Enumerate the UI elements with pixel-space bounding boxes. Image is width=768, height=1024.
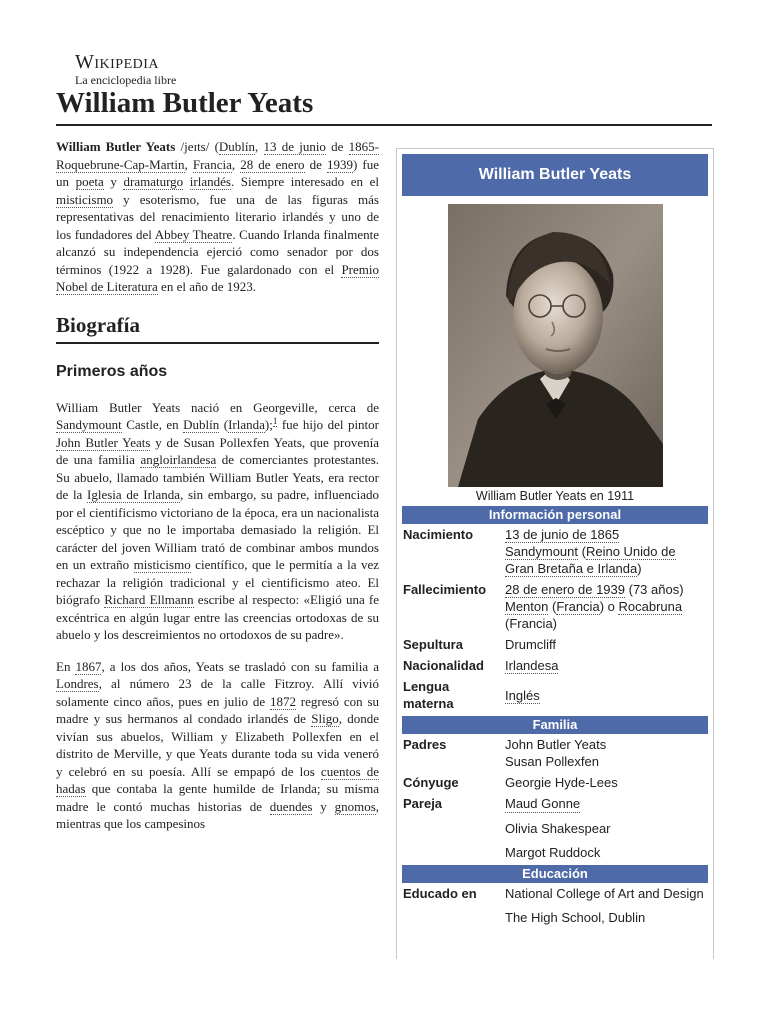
link-angloirlandesa[interactable]: angloirlandesa [140, 452, 217, 467]
bio-paragraph-2: En 1867, a los dos años, Yeats se trasladó con su familia a Londres, al número 23 de la calle Fitzroy. Allí vivió solamente cinco años, pues en julio de 1872 regresó con su madre y sus hermanos al condado irlandés de Sligo, donde vivían sus abuelos, William y Elizabeth Pollexfen en el distrito de Merville, y que Yeats durante toda su vida veneró y celebró en su poesía. Allí se empapó de los cuentos de hadas que contaba la gente humilde de Irlanda; su misma madre le contó muchas historias de duendes y gnomos, mientras que los campesinos [56, 658, 379, 831]
link-richard-ellmann[interactable]: Richard Ellmann [104, 592, 194, 607]
row-pareja [402, 793, 708, 863]
link-duendes[interactable]: duendes [269, 798, 313, 814]
row-sepultura [402, 634, 708, 655]
wikipedia-logo[interactable] [75, 52, 215, 87]
section-header-educacion: Educación [402, 865, 708, 883]
link-deathdate[interactable]: 28 de enero [240, 156, 305, 172]
link-rocabruna[interactable]: Rocabruna [618, 599, 683, 614]
link-irlandesa[interactable]: Irlandesa [505, 658, 559, 673]
link-1872[interactable]: 1872 [269, 693, 296, 709]
portrait-caption: William Butler Yeats en 1911 [475, 489, 635, 503]
section-heading-biografia: Biografía [56, 312, 140, 337]
label-educado-en: Educado en [403, 886, 477, 901]
value-padres: John Butler Yeats Susan Pollexfen [505, 737, 607, 769]
section-header-personal: Información personal [402, 506, 708, 524]
link-misticismo[interactable]: misticismo [56, 191, 114, 207]
link-gnomos[interactable]: gnomos [334, 798, 376, 814]
section-header-familia: Familia [402, 716, 708, 734]
infobox-table-familia [402, 734, 708, 863]
intro-name: William Butler Yeats [56, 139, 176, 154]
row-padres [402, 734, 708, 772]
title-divider [56, 124, 712, 126]
label-pareja: Pareja [403, 796, 443, 811]
link-francia[interactable]: Francia [192, 156, 232, 172]
link-abbey-theatre[interactable]: Abbey Theatre [154, 226, 233, 242]
value-pareja: Maud Gonne Olivia Shakespear Margot Ruddock [505, 796, 611, 860]
link-francia[interactable]: Francia [556, 599, 600, 614]
tagline: La enciclopedia libre [75, 73, 177, 87]
value-conyuge: Georgie Hyde-Lees [505, 775, 618, 790]
link-reino-unido[interactable]: Reino Unido de Gran Bretaña e Irlanda [505, 544, 676, 576]
section-divider [56, 342, 379, 344]
link-cuentos-de-hadas[interactable]: cuentos de hadas [56, 763, 379, 796]
link-irlanda[interactable]: Irlanda [228, 417, 265, 432]
intro-paragraph: William Butler Yeats /jeɪts/ (Dublín, 13 de junio de 1865-Roquebrune-Cap-Martin, Francia, 28 de enero de 1939) fue un poeta y dramaturgo irlandés. Siempre interesado en el misticismo y esoterismo, fue una de las figuras más representativas del renacimiento literario irlandés y uno de los fundadores del Abbey Theatre. Cuando Irlanda finalmente alcanzó su independencia ejerció como senador por dos términos (1922 a 1928). Fue galardonado con el Premio Nobel de Literatura en el año de 1923. [56, 139, 379, 294]
wordmark: Wikipedia [75, 51, 160, 73]
reference-link[interactable]: 1 [272, 415, 278, 426]
row-lengua-materna [402, 676, 708, 714]
infobox-table-personal [402, 524, 708, 714]
page-title: William Butler Yeats [56, 87, 314, 119]
subsection-heading-primeros-anos: Primeros años [56, 362, 168, 380]
link-misticismo[interactable]: misticismo [133, 557, 191, 572]
link-john-butler-yeats[interactable]: John Butler Yeats [56, 434, 151, 450]
label-conyuge: Cónyuge [403, 775, 459, 790]
infobox-title: William Butler Yeats [402, 154, 708, 196]
link-ingles[interactable]: Inglés [505, 687, 540, 703]
label-nacionalidad: Nacionalidad [403, 658, 484, 673]
label-nacimiento: Nacimiento [403, 527, 474, 542]
link-maud-gonne[interactable]: Maud Gonne [505, 796, 581, 811]
link-londres[interactable]: Londres [56, 676, 99, 691]
link-birthdate[interactable]: 13 de junio [263, 139, 326, 154]
link-poeta[interactable]: poeta [75, 174, 104, 189]
label-padres: Padres [403, 737, 447, 752]
portrait-photo[interactable] [448, 204, 663, 487]
label-sepultura: Sepultura [403, 637, 463, 652]
row-nacionalidad [402, 655, 708, 676]
link-irlandes[interactable]: irlandés [189, 174, 231, 189]
value-nacimiento: 13 de junio de 1865 Sandymount (Reino Unido de Gran Bretaña e Irlanda) [505, 527, 676, 576]
link-menton[interactable]: Menton [505, 599, 549, 614]
link-1867[interactable]: 1867 [75, 658, 102, 674]
link-death-date[interactable]: 28 de enero de 1939 [505, 582, 625, 597]
infobox [396, 148, 714, 959]
link-dublin[interactable]: Dublín [218, 139, 256, 154]
row-conyuge [402, 772, 708, 793]
value-educado-en: National College of Art and Design The High School, Dublin [505, 886, 704, 925]
bio-paragraph-1: William Butler Yeats nació en Georgeville, cerca de Sandymount Castle, en Dublín (Irlanda);$^1$ fue hijo del pintor John Butler Yeats y de Susan Pollexfen Yeats, que provenía de una familia angloirlandesa de comerciantes protestantes. Su abuelo, llamado también William Butler Yeats, era rector de la Iglesia de Irlanda, sin embargo, su padre, influenciado por el cientificismo victoriano de la época, era un nacionalista escéptico y que no le importaba demasiado la religión. El carácter del joven William trató de combinar ambos mundos en un extraño misticismo científico, que le permitía a la vez rechazar la religión tradicional y el cientificismo ateo. El biógrafo Richard Ellmann escribe al respecto: «Eligió una fe excéntrica en algún lugar entre las creencias ortodoxas de su abuelo y los descreimientos no ortodoxos de su padre». [56, 399, 379, 642]
label-fallecimiento: Fallecimiento [403, 582, 487, 597]
row-fallecimiento [402, 579, 708, 634]
link-sligo[interactable]: Sligo [311, 711, 339, 726]
article-body [56, 138, 379, 958]
row-nacimiento [402, 524, 708, 579]
row-educado-en [402, 883, 708, 928]
link-birth-year-place[interactable]: 1865-Roquebrune-Cap-Martin [56, 139, 379, 172]
value-sepultura: Drumcliff [505, 637, 557, 652]
value-nacionalidad [505, 655, 708, 676]
link-dublin[interactable]: Dublín [183, 417, 220, 432]
link-sandymount[interactable]: Sandymount [505, 544, 578, 559]
label-lengua-materna: Lengua materna [403, 679, 454, 711]
link-sandymount[interactable]: Sandymount [56, 417, 122, 432]
infobox-table-educacion [402, 883, 708, 928]
link-nobel[interactable]: Premio Nobel de Literatura [56, 261, 379, 294]
link-dramaturgo[interactable]: dramaturgo [123, 174, 184, 189]
link-death-year[interactable]: 1939 [326, 156, 353, 172]
link-iglesia-de-irlanda[interactable]: Iglesia de Irlanda [87, 487, 181, 502]
value-lengua-materna [505, 676, 708, 714]
value-fallecimiento: 28 de enero de 1939 (73 años) Menton (Francia) o Rocabruna (Francia) [505, 582, 684, 631]
link-birth-date[interactable]: 13 de junio de 1865 [505, 527, 620, 542]
